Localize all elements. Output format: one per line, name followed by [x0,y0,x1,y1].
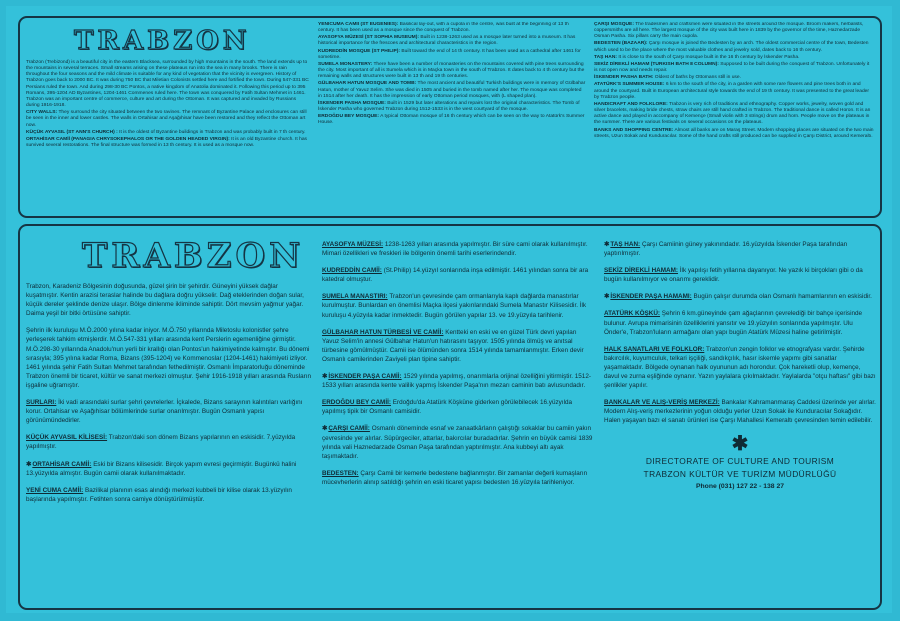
paragraph [318,22,586,34]
section-heading: BANKALAR VE ALIŞ-VERİŞ MERKEZİ: [604,399,720,407]
section-body: It is close to the south of Çarşı mosque built in the 16 th century by İskender Pasha. [618,54,800,60]
section-body: Şehrin 6 km.güneyinde çam ağaçlarının çevrelediği bir bahçe içerisinde bulunur. Avrupa mimarisinin özelliklerini yansıtır ve 19.yüzyılın sonlarında yapılmıştır. Ulu Önder'e, Trabzon'luların armağanı olan yapı bugün Atatürk Müzesi haline getirilmiştir. [604,310,863,336]
paragraph [26,460,312,478]
paragraph [26,486,312,504]
section-body: Çarşı mosque is joined the Bedesten by an arch. The oldest commercial centre of the town, Bedesten which used to be the place where the most valuable clothes and jewelry sold, dates back to 16 th century. [594,41,869,53]
paragraph [318,114,586,126]
paragraph [594,128,874,140]
paragraph [26,60,310,109]
section-heading: HANDICRAFT AND FOLKLORE: [594,101,668,107]
paragraph [26,433,312,451]
section-body: Built in 1529 but later alterations and repairs lost the original characteristics. The Tomb of İskender Pasha who governed Trabzon during 1512-1533 is in the west courtyard of the mosque. [318,100,580,113]
paragraph [26,326,312,390]
section-heading: AYASOFYA MÜZESİ: [322,241,384,248]
section-heading: CITY WALLS: [26,110,58,116]
section-body: Trabzon'un zengin folklor ve etnografyası vardır. Şehirde bakırcılık, kuyumculuk, telkari işçiliği, sandıkçılık, hasır iskemle yapımı gibi sanatlar yaşamaktadır. Bölgede oynanan halk oyununun adı horondur. Çok hareketli olup, kemençe, davul ve zurna eşliğinde oynanır. Yazın yaylalara çıkılmaktadır. Yaylalarda "otçu haftası" gibi bazı şenlikler yapılır. [604,345,876,390]
section-heading: SUMELA MANASTIRI: [322,293,388,301]
section-body: Built toward the end of 14 th century. It has been used as a cathedral after 1461 for sometime. [318,48,581,60]
section-heading: ERDOĞDU BEY CAMİİ: [322,399,391,407]
paragraph [594,102,874,127]
paragraph [594,75,874,81]
section-body: (St.Philip) 14.yüzyıl sonlarında inşa edilmiştir. 1461 yılından sonra bir ara katedral olmuştur. [322,267,589,284]
english-col3-text [594,22,874,140]
section-heading: SEKİZ DİREKLİ HAMAM (TURKISH BATH 8 COLUMN): [594,61,719,67]
section-body: They surround the city situated between the two ravines. The remnant of Byzantine Palace and enclosures can still be seen in the inner and lower castles. The walls in Ortahisar and Aşağıhisar have been restored and they reflect the Ottoman art now. [26,110,307,128]
english-column-1 [26,18,310,216]
section-body: Trabzon, Karadeniz Bölgesinin doğusunda, güzel şirin bir şehirdir. Güneyini yüksek dağlar kuşatmıştır. Kentin arazisi teraslar halinde bu dağlara doğru yükselir. Dağ eteklerinden doğan sular, küçük dereler şeklinde denize ulaşır. Bölge dinlenme ikliminde sahiptir. Dört mevsim yağmur yağar. Daima yeşil bir bitki örtüsüne sahiptir. [26,283,304,318]
paragraph [322,469,594,487]
section-heading: KÜÇÜK AYVASIL KİLİSESİ: [26,434,108,442]
section-body: The most ancient and beautiful Turkish buildings were in memory of Gülbahar Hatun, mother of Yavuz Selim. She was died in 1505 and buried in the tomb named after her. The mosque was completed in 1514 after her death. It has the impression of early Ottoman period mosques, with (L shaped plan). [318,81,586,99]
section-body: Eski bir Bizans kilisesidir. Birçok yapım evresi geçirmiştir. Bugünkü halini 13.yüzyılda almıştır. Bugün camii olarak kullanılmaktadır. [26,460,297,477]
section-body: Bugün çalışır durumda olan Osmanlı hamamlarının en eskisidir. [693,293,872,301]
paragraph [318,49,586,61]
section-body: Bazilikal planının esas alındığı merkezi kubbeli bir kilise olarak 13.yüzyılın başlarında yapılmıştır. Fetihten sonra camiye dönüştürülmüştür. [26,486,292,503]
paragraph [26,130,310,136]
section-heading: ORTAHİSAR CAMİİ (PANAGIA CHRYSOKEPHALOS OR THE GOLDEN HEADED VIRGIN): [26,136,230,142]
section-body: There have been a number of monasteries on the mountains covered with pine trees surrounding the city. Most important of all is Sumela which is in Maçka town in the south of Trabzon. It dates back to 4 th century but the remaining walls and structures were built in 13 th and 19 th centuries. [318,61,585,80]
section-body: İki vadi arasındaki surlar şehri çevrelerler. İçkalede, Bizans sarayının kalıntıları varlığını korur. Ortahisar ve Aşağıhisar bölümlerinde surlar onarılmıştır. Bugün Osmanlı yapısı görünümündedirler. [26,399,303,425]
section-body: 1238-1263 yılları arasında yapılmıştır. Bir süre cami olarak kullanılmıştır. Mimari özellikleri ve freskleri ile bölgenin önemli tarihi eserlerindendir. [322,241,588,258]
paragraph [604,345,876,390]
section-body: The tradesmen and craftsmen were situated in the streets around the mosque. Broom makers, herbalists, coppersmiths are all here. The largest mosque of the city was built here in 1839 by the governor of the time, Haznedarzade Osman Pasha. Six pillars carry the main cupola. [594,22,864,40]
turkish-col2-text [322,240,594,487]
paragraph [594,55,874,61]
section-heading: ATATÜRK KÖŞKÜ: [604,310,661,318]
section-body: Bankalar Kahramanmaraş Caddesi üzerinde yer alırlar. Modern Alış-veriş merkezlerinin yoğun olduğu yerler Uzun Sokak ile Kunduracılar Sokağıdır. Halen yaşayan bazı el sanatı ürünleri ise Çarşı Mahallesi Kemeraltı çevresinden temin edilebilir. [604,399,876,425]
section-heading: KUDREDDİN CAMİİ: [322,267,382,275]
paragraph [26,398,312,425]
section-heading: ATATÜRK'S SUMMER HOUSE: [594,82,665,88]
section-heading: GÜLBAHAR HATUN TÜRBESİ VE CAMİİ: [322,328,444,336]
section-body: 1529 yılında yapılmış, onarımlarla orijinal özelliğini yitirmiştir. 1512-1533 yılları arasında kente valilik yapmış İskender Paşa'nın mezarı caminin batı avlusundadır. [322,373,591,390]
section-body: Trabzon'daki son dönem Bizans yapılarının en eskisidir. 7.yüzyılda yapılmıştır. [26,434,296,451]
paragraph [322,266,594,284]
star-mark-icon: ✱ [604,293,610,301]
star-mark-icon: ✱ [322,373,328,381]
paragraph [594,41,874,53]
paragraph [322,398,594,416]
section-body: It is the oldest of Byzantine buildings in Trabzon and was probably built in 7 th century. [119,129,306,135]
section-body: Trabzon'un çevresinde çam ormanlarıyla kaplı dağlarda manastırlar kurulmuştur. Bunlardan en önemlisi Maçka ilçesi yakınlarındaki Sumela Manastır Kilisesidir. İlk kuruluşu 4.yüzyıla kadar inmektedir. Bugün görülen yapılar 13. ve 19.yüzyıla tarihlenir. [322,293,587,319]
section-body: Kentteki en eski ve en güzel Türk devri yapıları Yavuz Selim'in annesi Gülbahar Hatun'un hatırasını taşıyor. 1505 yılında ölmüş ve anıtsal türbesine gömülmüştür. Camii ise ölümünden sonra 1514 yılında tamamlanmıştır. Erken devir Osmanlı camilerinden Zaviyeli plan tipine sahiptir. [322,328,584,363]
section-heading: AYASOFYA MÜZESİ (ST SOPHIA MUSEUM): [318,35,419,41]
section-body: Trabzon (Trebizond) is a beautiful city in the eastern Blacksea, surrounded by high mountains in the south. The land extends up to the mountains in several terraces. Small streams arising on these plateaus run into the sea in many brooks. There is rain throughout the four seasons and the mild climate is suitable for any kind of vegetation that the vicinity is evergreen. History of Trabzon goes back to 2000 BC. It was during 750 BC that Miletian Colonists settled here and fortified the town. During 547-331 BC Persians ruled the town. And during 298-30 BC Pontos, a native kingdom of Anatolia dominated it. Following this period up to 395 Romans, 395-1204 AD Byzantines, 1204-1461 Commenes ruled here. The town was conquered by Fatih Sultan Mehmet in 1461. Trabzon was an important centre of commerce, culture and art during the Ottoman. It was captured and invaded by Russians during 1916-1918. [26,60,309,109]
turkish-col1-text [26,282,312,504]
turkish-title: TRABZON [82,236,305,276]
section-heading: KÜÇÜK AYVASIL (ST ANN'S CHURCH) : [26,129,118,135]
section-heading: BANKS AND SHOPPING CENTRE: [594,127,674,133]
paragraph [322,328,594,364]
english-column-2 [318,22,586,216]
section-heading: TAŞ HAN: [610,241,641,248]
turkish-column-2 [322,240,594,608]
decorative-asterisk-icon: ✱ [731,432,749,455]
paragraph [318,62,586,80]
directorate-turkish: TRABZON KÜLTÜR VE TURİZM MÜDÜRLÜĞÜ [643,468,837,479]
section-body: Almost all banks are on Maraş Street. Modern shopping places are situated on the two main streets, Uzun Sokak and Kunduracılar. Some of the hand crafts still produced can be supplied in Çarşı District, around Kemeraltı. [594,127,874,139]
section-heading: SUMELA MONASTERY: [318,61,373,67]
section-heading: BEDESTEN: [322,469,359,477]
section-heading: ÇARŞI CAMİİ: [328,425,370,433]
section-body: Built in 1238-1263 used as a mosque later turned into a museum. It has historical importance for the frescoes and architectural characteristics in the region. [318,35,576,47]
paragraph [322,424,594,460]
section-heading: İSKENDER PASHA BATH: [594,75,654,81]
star-mark-icon: ✱ [26,460,32,468]
section-body: Supposed to be built during the conquest of Trabzon. Unfortunately it is not open now and needs repair. [594,61,870,74]
section-heading: SURLARI: [26,399,57,407]
english-title: TRABZON [74,26,251,56]
directorate-english: DIRECTORATE OF CULTURE AND TOURISM [645,455,835,466]
paragraph [604,240,876,258]
section-heading: TAŞ HAN: [594,54,618,60]
turkish-column-1 [26,226,312,608]
star-mark-icon: ✱ [322,425,328,433]
turkish-column-3 [604,240,876,608]
english-col1-text [26,60,310,149]
section-heading: SEKİZ DİREKLİ HAMAM: [604,267,679,275]
paragraph [604,292,876,301]
paragraph [318,35,586,47]
turkish-panel [18,224,882,610]
paragraph [604,266,876,284]
section-heading: İSKENDER PASHA MOSQUE: [318,100,386,106]
paragraph [594,22,874,40]
section-heading: ORTAHİSAR CAMİİ: [32,460,92,468]
section-body: 6 km to the south of the city, in a garden with some rare flowers and pine trees both in and around the courtyard. Built in European architectural style towards the end of 19 th century. It was presented to the great leader by Trabzon people. [594,82,870,100]
section-body: Basilical lay-out, with a cupola in the centre, was built at the beginning of 13 th century. It has been used as a mosque since the conquest of Trabzon. [318,22,569,34]
section-body: It is an old Byzantine church. It has survived several restorations. The final structure was formed in 13 th century. It is used as a mosque now. [26,136,307,149]
section-body: Çarşı Camii bir kemerle bedestene bağlanmıştır. Bir zamanlar değerli kumaşların mücevherlerin alınıp satıldığı şehrin en eski ticaret yapısı bedesten 16.yüzyıla tarihleniyor. [322,469,588,486]
section-heading: YENİ CUMA CAMİİ: [26,486,84,494]
section-heading: İSKENDER PAŞA HAMAMI: [610,293,692,301]
section-body: A typical Ottoman mosque of 16 th century which can be seen on the way to Atatürk's Summer House. [318,114,585,126]
paragraph [318,81,586,99]
star-mark-icon: ✱ [604,241,610,248]
section-heading: HALK SANATLARI VE FOLKLOR: [604,345,705,353]
section-body: Çarşı Camiinin güney yakınındadır. 16.yüzyılda İskender Paşa tarafından yaptırılmıştır. [604,241,848,258]
section-heading: BEDESTEN (BAZAAR): [594,41,648,47]
paragraph [318,101,586,113]
brochure-sheet [6,6,892,613]
section-body: Osmanlı döneminde esnaf ve zanaatkârların çalıştığı sokaklar bu camiin yakın çevresinde yer alırlar. Süpürgeciler, attarlar, bakırcılar buradadırlar. Şehrin en büyük camisi 1839 yılında vali Haznedarzade Osman Paşa tarafından yaptırılmıştır. Ana kubbeyi altı ayak taşımaktadır. [322,425,593,460]
section-body: Şehrin ilk kuruluşu M.Ö.2000 yılına kadar iniyor. M.Ö.750 yıllarında Miletoslu kolonistler şehre yerleşerek tahkim etmişlerdir. M.Ö.547-331 yılları arasında kent Perslerin egemenliğine girmiştir. M.Ö.298-30 yıllarında Anadolu'nun yerli bir krallığı olan Pontos'un hakimiyetinde kalmıştır. Bu dönemi sırasıyla; 395 yılına kadar Roma, Bizans (395-1204) ve Kommenoslar (1204-1461) hakimiyeti izliyor. 1461 yılında şehir Fatih Sultan Mehmet tarafından fethedilmiştir. Osmanlı İmparatorluğu döneminde Trabzon önemli bir ticaret, kültür ve sanat merkezi olmuştur. Şehir 1916-1918 yılları arasında Rusların işgaline uğramıştır. [26,327,312,389]
english-panel [18,16,882,218]
section-heading: ERDOĞDU BEY MOSQUE: [318,114,380,120]
section-heading: İSKENDER PAŞA CAMİİ: [328,373,402,381]
paragraph [594,82,874,100]
english-column-3 [594,22,874,216]
section-body: Erdoğdu'da Atatürk Köşküne giderken görülebilecek 16.yüzyılda yapılmış tipik bir Osmanlı camisidir. [322,399,573,416]
paragraph [322,292,594,319]
paragraph [322,240,594,258]
paragraph [26,137,310,149]
paragraph [604,398,876,425]
section-heading: ÇARŞI MOSQUE: [594,22,634,27]
paragraph [594,62,874,74]
section-heading: KUDREDDİN MOSQUE (ST PHILIP): [318,48,401,54]
section-heading: GÜLBAHAR HATUN MOSQUE AND TOMB: [318,81,417,87]
english-col2-text [318,22,586,127]
paragraph [26,282,312,318]
turkish-col3-text [604,240,876,426]
phone-number: Phone (031) 127 22 - 138 27 [695,482,785,490]
section-body: İlk yapılışı fetih yıllarına dayanıyor. Ne yazık ki birçokları gibi o da bugün kullanılmıyor ve onarımı gereklidir. [604,267,863,284]
section-body: Oldest of baths by Ottomans still in use. [654,75,741,81]
section-heading: YENİCUMA CAMİİ (ST EUGENIES): [318,22,399,27]
section-body: Trabzon is very rich of traditions and ethnography. Copper works, jewelry, woven gold and silver bracelets, making bride chests, straw chairs are still hand crafted in Trabzon. The traditional dance is called Horon. It is an active dance and played in accompany of Kemençe (Small violin with 3 strings) drum and horn. People move on the plateaus in the summer. There are various festivals on several occasions on the plateaus. [594,101,871,126]
paragraph [26,110,310,128]
paragraph [322,372,594,390]
paragraph [604,309,876,336]
